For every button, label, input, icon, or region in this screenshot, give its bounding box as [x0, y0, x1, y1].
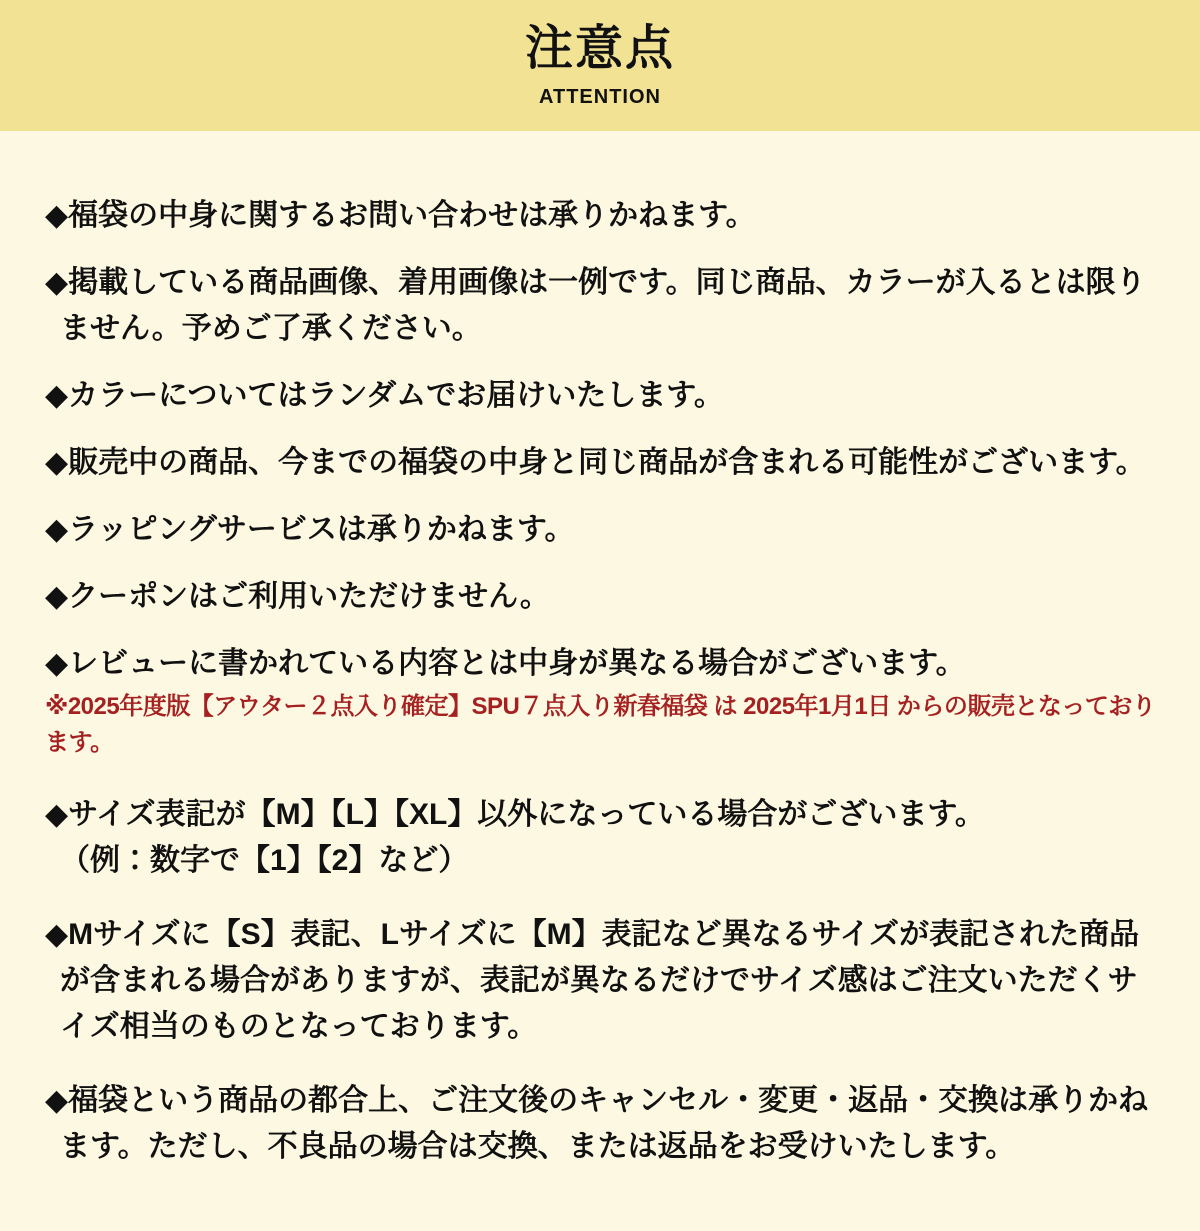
note-line: ◆ラッピングサービスは承りかねます。	[45, 513, 575, 546]
note-line: ◆掲載している商品画像、着用画像は一例です。同じ商品、カラーが入るとは限り	[45, 266, 1146, 299]
note-item	[45, 574, 1170, 620]
note-item	[45, 507, 1170, 553]
note-line: ◆カラーについてはランダムでお届けいたします。	[45, 379, 724, 412]
note-line: が含まれる場合がありますが、表記が異なるだけでサイズ感はご注文いただくサ	[60, 964, 1138, 997]
note-item	[45, 792, 1170, 884]
note-item	[45, 440, 1170, 486]
note-line: ◆福袋という商品の都合上、ご注文後のキャンセル・変更・返品・交換は承りかね	[45, 1084, 1149, 1117]
note-line: ます。ただし、不良品の場合は交換、または返品をお受けいたします。	[60, 1130, 1016, 1163]
attention-header	[0, 0, 1200, 131]
warning-note-item	[45, 689, 1170, 761]
page-subtitle: ATTENTION	[539, 85, 661, 108]
note-item	[45, 193, 1170, 239]
note-item	[45, 1078, 1170, 1170]
note-line: ◆販売中の商品、今までの福袋の中身と同じ商品が含まれる可能性がございます。	[45, 446, 1146, 479]
note-line: ◆福袋の中身に関するお問い合わせは承りかねます。	[45, 199, 756, 232]
note-line: ◆Mサイズに【S】表記、Lサイズに【M】表記など異なるサイズが表記された商品	[45, 918, 1140, 951]
page-title: 注意点	[524, 21, 675, 75]
note-line: （例：数字で【1】【2】など）	[60, 844, 469, 877]
note-line: ※2025年度版【アウター２点入り確定】SPU７点入り新春福袋 は 2025年1月1日 からの販売となっております。	[45, 693, 1156, 756]
note-line: イズ相当のものとなっております。	[60, 1010, 538, 1043]
note-line: ません。予めご了承ください。	[60, 312, 482, 345]
note-item	[45, 912, 1170, 1050]
note-line: ◆クーポンはご利用いただけません。	[45, 580, 550, 613]
note-item	[45, 641, 1170, 687]
note-item	[45, 260, 1170, 352]
note-item	[45, 373, 1170, 419]
note-line: ◆レビューに書かれている内容とは中身が異なる場合がございます。	[45, 647, 966, 680]
attention-list	[0, 131, 1200, 1231]
note-line: ◆サイズ表記が【M】【L】【XL】以外になっている場合がございます。	[45, 798, 985, 831]
